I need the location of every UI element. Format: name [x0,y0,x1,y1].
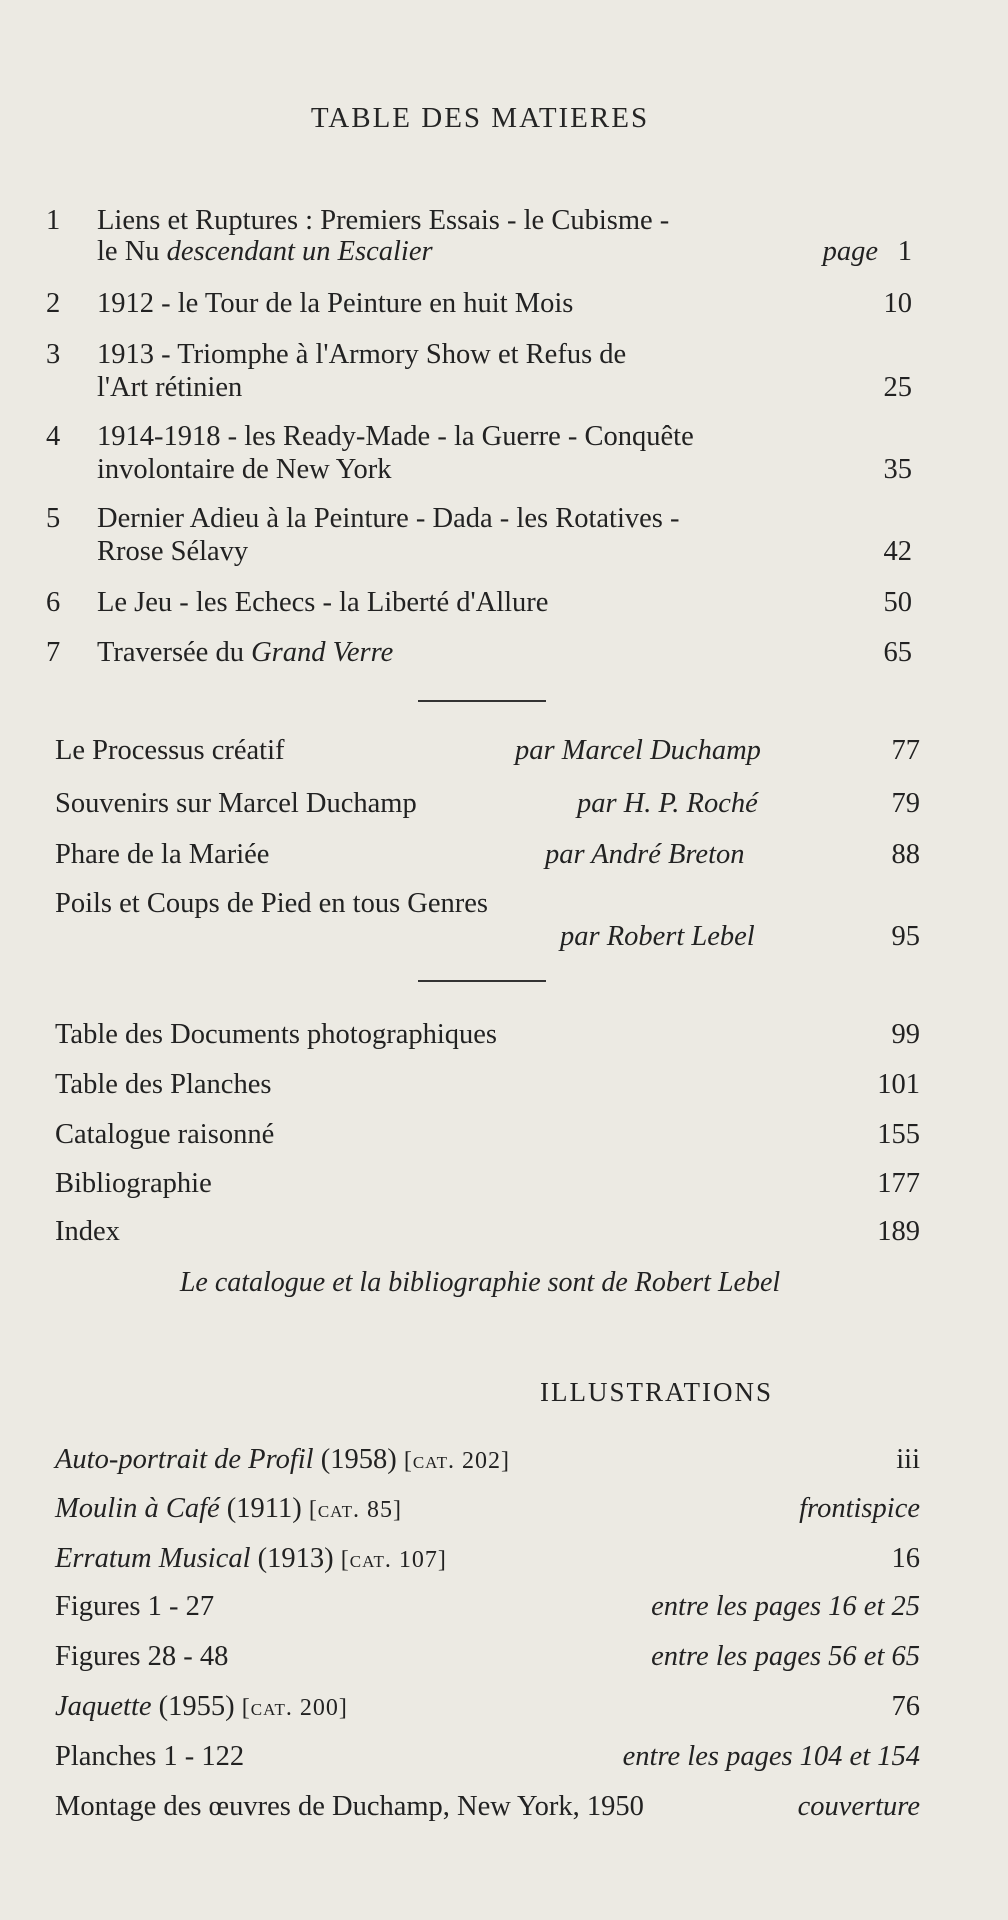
chapter-title-line2a: le Nu [97,236,167,267]
illustration-entry [55,1640,920,1676]
chapter-number: 3 [46,339,61,370]
chapter-number: 7 [46,637,61,668]
chapter-title-line1 [97,636,393,669]
page-number: 177 [877,1168,920,1199]
essay-entry [55,734,920,770]
page-reference: entre les pages 56 et 65 [651,1641,920,1672]
illustration-year: (1958) [313,1444,404,1475]
catalogue-ref: [cat. 85] [308,1497,402,1523]
chapter-title-line2: l'Art rétinien [97,372,243,403]
page-number: 155 [877,1119,920,1150]
page-reference: frontispice [799,1493,920,1524]
illustration-entry [55,1590,920,1626]
illustration-title [55,1443,510,1478]
page-label: page [822,236,878,267]
illustration-name: Erratum Musical [55,1543,251,1574]
illustration-name: Jaquette [55,1691,152,1722]
page-number: 42 [883,536,912,567]
illustration-year: (1911) [219,1493,309,1524]
chapter-title-line2 [97,235,433,268]
chapter-title-line1a: Traversée du [97,637,252,668]
illustration-title: Figures 1 - 27 [55,1591,215,1622]
table-title: Catalogue raisonné [55,1119,275,1150]
page-number: 10 [883,288,912,319]
page-number: 79 [891,788,920,819]
chapter-entry [0,586,1008,622]
table-title: Table des Documents photographiques [55,1019,498,1050]
illustration-year: (1955) [151,1691,242,1722]
illustration-title [55,1690,348,1725]
essay-entry [55,838,920,874]
page-reference: couverture [797,1791,920,1822]
page-number: 1 [897,236,912,267]
page-number: 189 [877,1216,920,1247]
catalogue-note: Le catalogue et la bibliographie sont de Robert Lebel [179,1267,781,1298]
divider [418,700,546,702]
illustration-title: Planches 1 - 122 [55,1741,245,1772]
chapter-title-line1: 1913 - Triomphe à l'Armory Show et Refus de [97,339,627,370]
essay-title: Souvenirs sur Marcel Duchamp [55,788,417,819]
essay-author: par Marcel Duchamp [515,735,761,766]
page-number: 65 [883,637,912,668]
chapter-title-line2: Rrose Sélavy [97,536,249,567]
essay-title: Phare de la Mariée [55,839,270,870]
table-title: Table des Planches [55,1069,272,1100]
illustration-year: (1913) [250,1543,341,1574]
catalogue-ref: [cat. 107] [340,1547,447,1573]
catalogue-ref: [cat. 200] [241,1695,348,1721]
illustration-entry [55,1492,920,1528]
page-number: 77 [891,735,920,766]
page-title: TABLE DES MATIERES [310,102,650,134]
catalogue-ref: [cat. 202] [403,1448,510,1474]
page-reference: entre les pages 16 et 25 [651,1591,920,1622]
illustration-name: Moulin à Café [55,1493,220,1524]
essay-author: par Robert Lebel [560,921,755,952]
page-number: 35 [883,454,912,485]
chapter-title-line1: 1912 - le Tour de la Peinture en huit Mois [97,288,574,319]
essay-author: par H. P. Roché [577,788,758,819]
section-title: ILLUSTRATIONS [540,1377,773,1407]
illustration-entry [55,1690,920,1726]
table-entry [55,1068,920,1104]
page-number: 101 [877,1069,920,1100]
chapter-title-line1: 1914-1918 - les Ready-Made - la Guerre - Conquête [97,421,694,452]
chapter-entry [0,420,1008,490]
chapter-title-line2b: descendant un Escalier [166,236,433,267]
illustration-title: Montage des œuvres de Duchamp, New York, 1950 [55,1791,644,1822]
chapter-entry [0,338,1008,408]
essay-entry [55,787,920,823]
page-number: 95 [891,921,920,952]
chapter-entry [0,636,1008,672]
chapter-title-line1b: Grand Verre [251,637,394,668]
page-number: 99 [891,1019,920,1050]
page-reference: 16 [891,1543,920,1574]
illustration-title [55,1492,402,1527]
table-entry [55,1018,920,1054]
essay-author: par André Breton [545,839,745,870]
chapter-title-line1: Liens et Ruptures : Premiers Essais - le Cubisme - [97,205,670,236]
illustration-entry [55,1740,920,1776]
illustration-title [55,1542,447,1577]
table-title: Bibliographie [55,1168,212,1199]
chapter-number: 2 [46,288,61,319]
chapter-entry [0,502,1008,572]
chapter-number: 6 [46,587,61,618]
essay-title: Le Processus créatif [55,735,285,766]
chapter-number: 1 [46,205,61,236]
chapter-title-line1: Dernier Adieu à la Peinture - Dada - les Rotatives - [97,503,680,534]
table-entry [55,1215,920,1251]
page-reference: iii [896,1444,920,1475]
table-title: Index [55,1216,120,1247]
essay-title: Poils et Coups de Pied en tous Genres [55,888,489,919]
page-number: 50 [883,587,912,618]
illustration-entry [55,1443,920,1479]
illustration-title: Figures 28 - 48 [55,1641,229,1672]
chapter-title-line2: involontaire de New York [97,454,392,485]
chapter-entry [0,287,1008,323]
chapter-title-line1: Le Jeu - les Echecs - la Liberté d'Allure [97,587,549,618]
illustration-entry [55,1790,920,1826]
essay-entry [55,887,920,957]
divider [418,980,546,982]
chapter-number: 4 [46,421,61,452]
table-entry [55,1118,920,1154]
page-number: 88 [891,839,920,870]
illustration-name: Auto-portrait de Profil [55,1444,314,1475]
table-entry [55,1167,920,1203]
page-reference: 76 [891,1691,920,1722]
chapter-entry [0,204,1008,274]
page-number: 25 [883,372,912,403]
page-reference: entre les pages 104 et 154 [622,1741,920,1772]
illustration-entry [55,1542,920,1578]
chapter-number: 5 [46,503,61,534]
